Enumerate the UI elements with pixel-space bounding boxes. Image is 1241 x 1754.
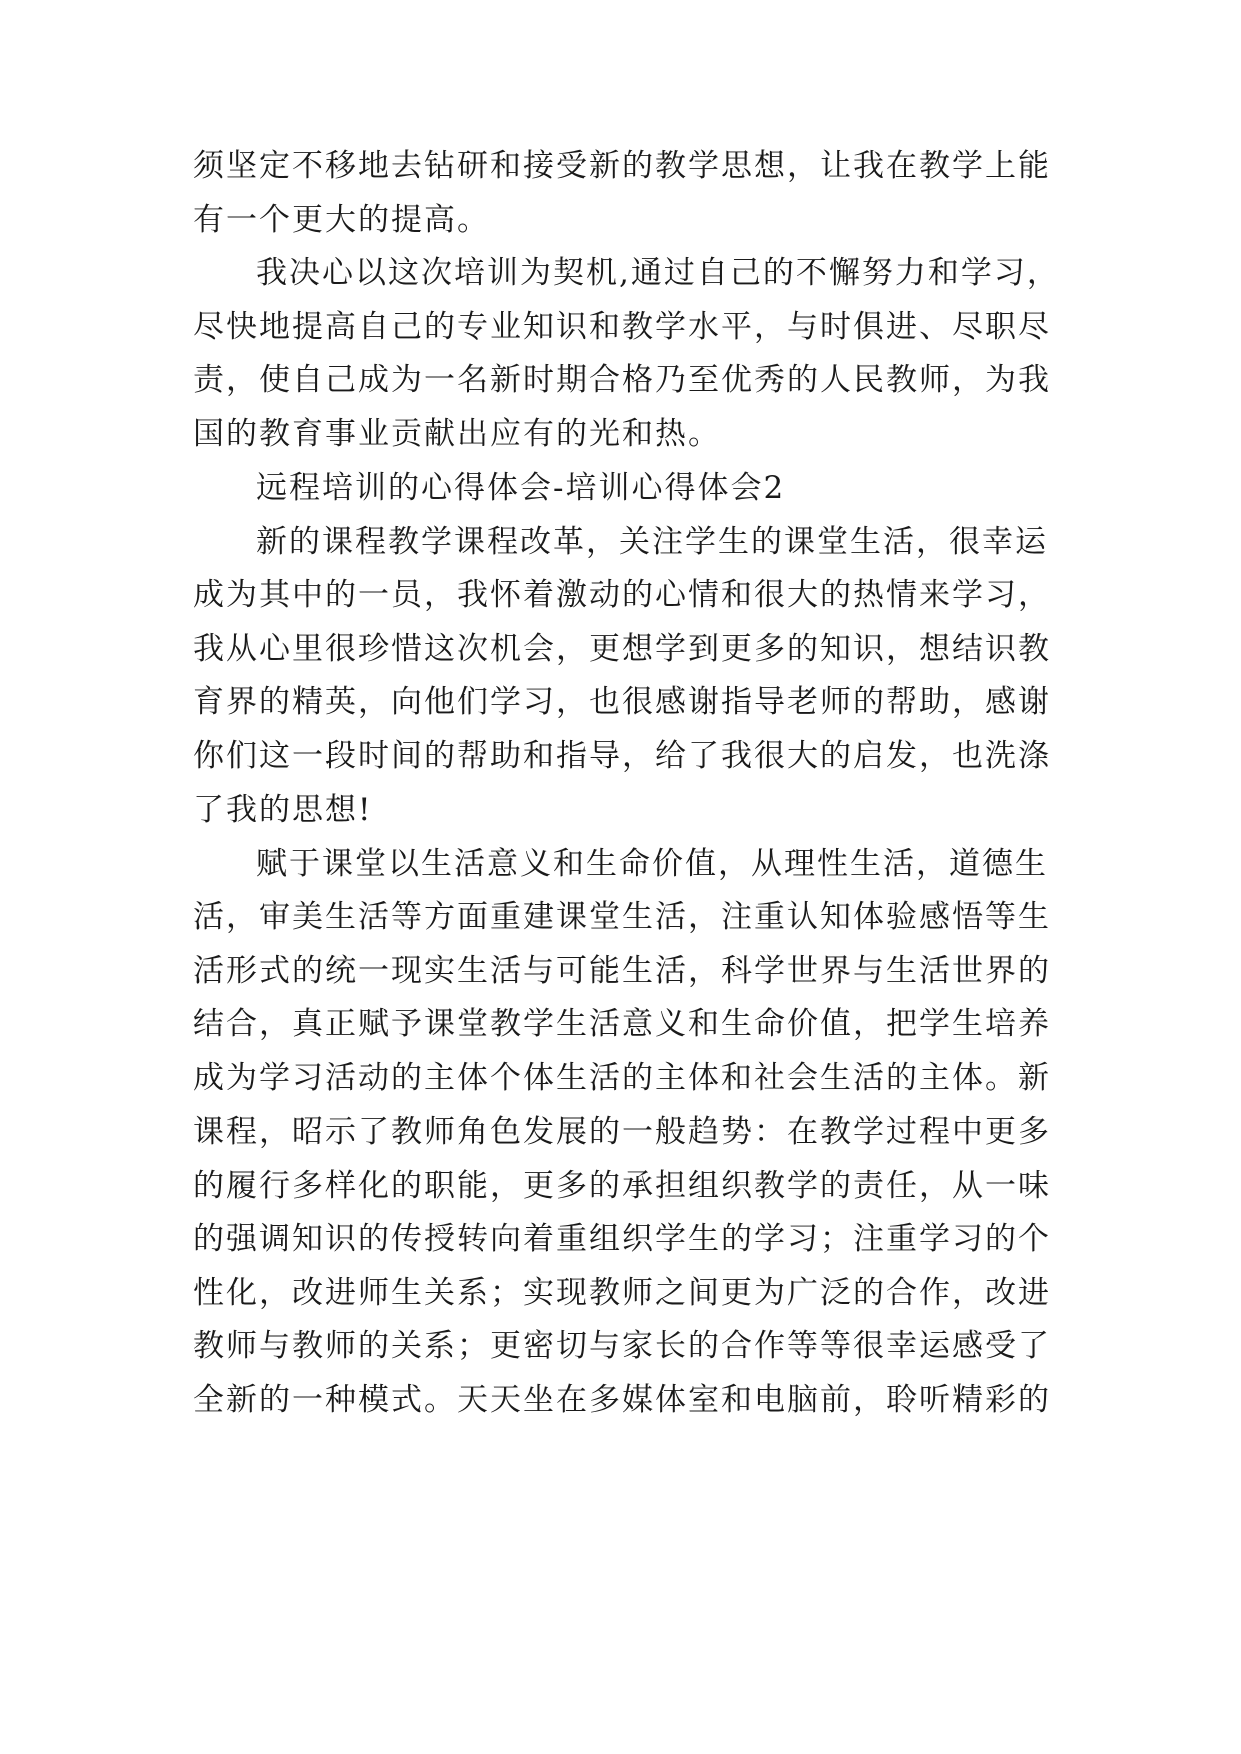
- text-line: 新的课程教学课程改革，关注学生的课堂生活，很幸运: [256, 524, 1048, 560]
- text-line: 尽快地提高自己的专业知识和教学水平，与时俱进、尽职尽: [193, 309, 1051, 345]
- text-line: 须坚定不移地去钻研和接受新的教学思想，让我在教学上能: [193, 148, 1051, 184]
- text-line: 的履行多样化的职能，更多的承担组织教学的责任，从一味: [193, 1168, 1051, 1204]
- text-line: 有一个更大的提高。: [193, 202, 490, 238]
- text-line: 赋于课堂以生活意义和生命价值，从理性生活，道德生: [256, 846, 1048, 882]
- text-line: 了我的思想!: [193, 792, 373, 828]
- text-line: 成为学习活动的主体个体生活的主体和社会生活的主体。新: [193, 1060, 1051, 1096]
- text-line: 责，使自己成为一名新时期合格乃至优秀的人民教师，为我: [193, 362, 1051, 398]
- text-line: 国的教育事业贡献出应有的光和热。: [193, 416, 721, 452]
- text-line: 的强调知识的传授转向着重组织学生的学习；注重学习的个: [193, 1221, 1051, 1257]
- text-line: 你们这一段时间的帮助和指导，给了我很大的启发，也洗涤: [193, 738, 1051, 774]
- text-line: 结合，真正赋予课堂教学生活意义和生命价值，把学生培养: [193, 1006, 1051, 1042]
- section-heading: 远程培训的心得体会-培训心得体会2: [256, 470, 786, 506]
- text-line: 我从心里很珍惜这次机会，更想学到更多的知识，想结识教: [193, 631, 1051, 667]
- text-line: 课程，昭示了教师角色发展的一般趋势：在教学过程中更多: [193, 1114, 1051, 1150]
- text-line: 教师与教师的关系；更密切与家长的合作等等很幸运感受了: [193, 1328, 1051, 1364]
- text-line: 成为其中的一员，我怀着激动的心情和很大的热情来学习，: [193, 577, 1051, 613]
- text-line: 全新的一种模式。天天坐在多媒体室和电脑前，聆听精彩的: [193, 1382, 1051, 1418]
- text-line: 活形式的统一现实生活与可能生活，科学世界与生活世界的: [193, 953, 1051, 989]
- text-line: 活，审美生活等方面重建课堂生活，注重认知体验感悟等生: [193, 899, 1051, 935]
- text-line: 我决心以这次培训为契机,通过自己的不懈努力和学习，: [256, 255, 1060, 291]
- text-line: 育界的精英，向他们学习，也很感谢指导老师的帮助，感谢: [193, 684, 1051, 720]
- text-line: 性化，改进师生关系；实现教师之间更为广泛的合作，改进: [193, 1275, 1051, 1311]
